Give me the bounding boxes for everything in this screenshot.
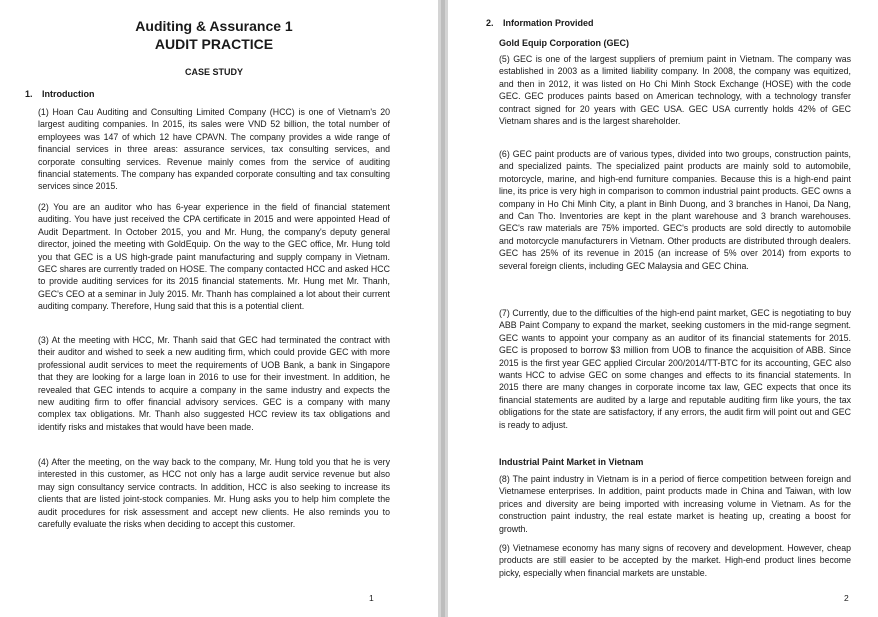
paragraph-8: (8) The paint industry in Vietnam is in a period of fierce competition between foreign and Vietnamese enterprises. In addition, paint products made in China and Taiwan, with low prices and diversity are being imported with increasing volume in Vietnam. As for the construction paint industry, the real estate market is heating up, creating a boost for growth.	[499, 474, 851, 534]
document-subtitle: AUDIT PRACTICE	[154, 36, 274, 52]
section-title: Introduction	[42, 89, 95, 99]
paragraph-4: (4) After the meeting, on the way back to the company, Mr. Hung told you that he is very interested in this customer, as HCC not only has a large audit service revenue but also may sign consultancy service contracts. In addition, HCC is also seeking to increase its clients that are listed joint-stock companies. Mr. Hung asks you to help him complete the audit procedures for risk assessment and accept new clients. He also reminds you to carefully evaluate the risks when deciding to accept this customer.	[38, 457, 390, 530]
paragraph-6: (6) GEC paint products are of various types, divided into two groups, construction paints, and specialized paints. The specialized paint products are mainly sold to automobile, motorcycle, marine, and high-end furniture companies. Because this is a high-end paint line, its price is very high in comparison to common industrial paint products. GEC owns a company in Ho Chi Minh City, a plant in Binh Duong, and 3 branches in Hanoi, Da Nang, and Can Tho. Inventories are kept in the plant warehouse and 3 branch warehouses. GEC's raw materials are 75% imported. GEC's products are sold directly to automobile and motorcycle manufacturers in Vietnam. Other products are distributed through dealers. GEC has 25% of its revenue in 2015 (an increase of 5% over 2014) from exports to several foreign clients, including GEC Malaysia and GEC China.	[499, 149, 851, 271]
document-title: Auditing & Assurance 1	[135, 18, 293, 34]
paragraph-2: (2) You are an auditor who has 6-year experience in the field of financial statement auditing. You have just received the CPA certificate in 2015 and were appointed Head of Audit Department. In October 2015, you and Mr. Hung, the company's deputy general director, joined the meeting with GoldEquip. On the way to the GEC office, Mr. Hung told you that GEC is a US high-grade paint manufacturing and supply company in Vietnam. GEC shares are currently traded on HOSE. The company contacted HCC and asked HCC to provide auditing services for its 2015 financial statements. Mr. Hung met Mr. Thanh, GEC's CEO at a seminar in July 2015. Mr. Thanh has complained a lot about their current auditing company. Therefore, Hung said that this is a potential client.	[38, 202, 390, 312]
paragraph-9: (9) Vietnamese economy has many signs of recovery and development. However, cheap products are still easier to be accepted by the market. High-end product lines become picky, especially when financial markets are unstable.	[499, 543, 851, 578]
document-page-2	[448, 0, 878, 617]
section-heading-introduction	[25, 88, 95, 100]
paragraph-7: (7) Currently, due to the difficulties of the high-end paint market, GEC is negotiating to buy ABB Paint Company to expand the market, seeking customers in the mid-range segment. GEC wants to appoint your company as an auditor of its financial statements for 2015. GEC is proposed to borrow $3 million from UOB to finance the acquisition of ABB. Since 2015 is the first year GEC applied Circular 200/2014/TT-BTC for its accounting, GEC also wants HCC to advise GEC on some changes and effects to its financial statements. In 2015 there are many changes in corporate income tax law, GEC expects that once its financial statements are audited by a large and reputable auditing firm like yours, the tax obligations for the state are satisfactory, if any errors, the audit firm will point out and GEC is ready to adjust.	[499, 308, 851, 430]
paragraph-5: (5) GEC is one of the largest suppliers of premium paint in Vietnam. The company was established in 2003 as a limited liability company. In 2008, the company was equitized, and then in 2012, it was listed on Ho Chi Minh Stock Exchange (HOSE) with the code GEC. GEC produces paints based on American technology, with a technology transfer contract signed for 20 years with GEC USA. GEC USA currently holds 42% of GEC Vietnam shares and is the largest shareholder.	[499, 54, 851, 127]
page-number-2: 2	[844, 593, 849, 603]
page-gutter	[438, 0, 448, 617]
paragraph-3: (3) At the meeting with HCC, Mr. Thanh said that GEC had terminated the contract with their auditor and wished to seek a new auditing firm, which could provide GEC with more professional audit services to meet the requirements of UOB Bank, a bank in Singapore that they are looking for a large loan in 2016 to use for their investment. In addition, he revealed that GEC intends to acquire a company in the same industry and expects the new auditing firm to offer financial advisory services. GEC is a company with many complex tax obligations. Mr. Thanh also suggested HCC review its tax obligations and identify risks and mistakes that would have been made.	[38, 335, 390, 432]
page-divider	[441, 0, 445, 617]
section-heading-information	[486, 17, 594, 29]
company-heading: Gold Equip Corporation (GEC)	[499, 38, 629, 48]
page-number-1: 1	[369, 593, 374, 603]
document-page-1	[0, 0, 438, 617]
paragraph-1: (1) Hoan Cau Auditing and Consulting Limited Company (HCC) is one of Vietnam's 20 largest auditing companies. In 2015, its sales were VND 52 billion, the total number of employees was 147 of which 12 have CPAVN. The company provides a wide range of financial services in three areas: assurance services, tax consulting services, and corporate consulting services. Revenue mainly comes from the service of auditing financial statements. The company has expanded corporate consulting and tax consulting services since 2015.	[38, 107, 390, 192]
section-number: 1.	[25, 89, 33, 99]
section-title: Information Provided	[503, 18, 594, 28]
section-number: 2.	[486, 18, 494, 28]
case-study-label: CASE STUDY	[184, 67, 243, 77]
market-heading: Industrial Paint Market in Vietnam	[499, 457, 644, 467]
